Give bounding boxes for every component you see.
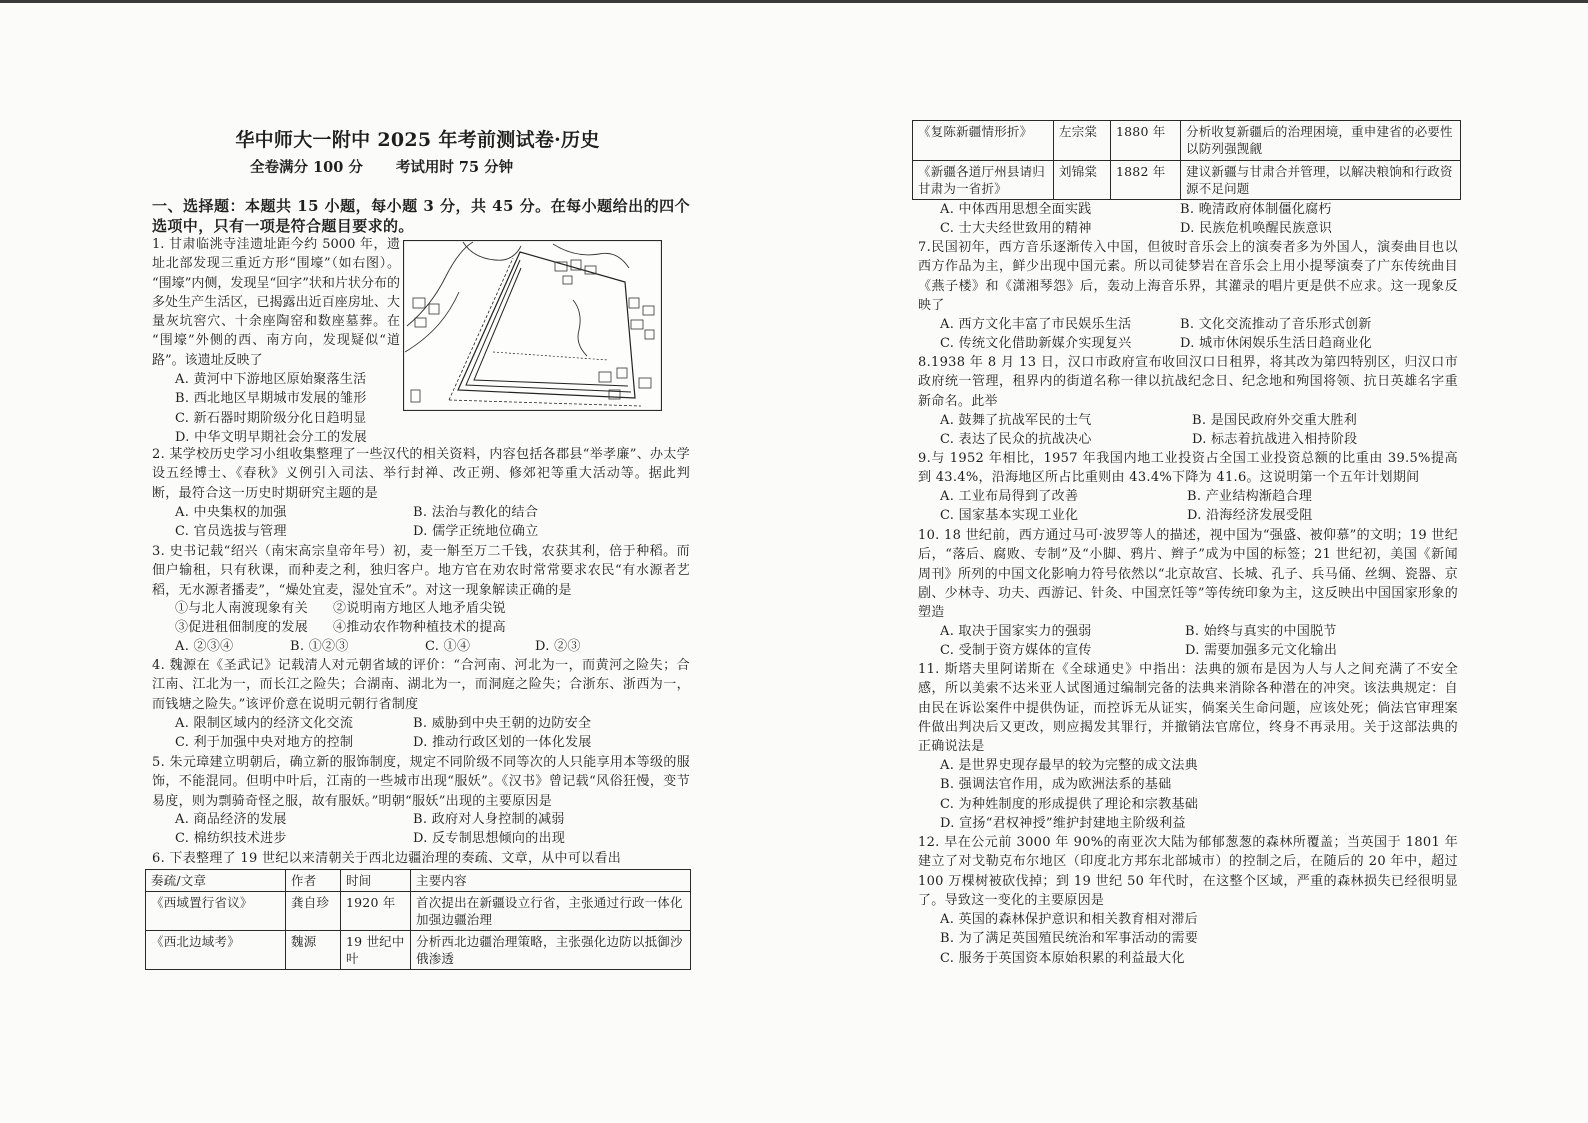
option-b: B. 晚清政府体制僵化腐朽	[1180, 202, 1332, 217]
question-5-options	[175, 810, 683, 849]
memorial-table-part-1	[145, 869, 691, 970]
question-3-stem: 3. 史书记载“绍兴（南宋高宗皇帝年号）初，麦一斛至万二千钱，农获其利，倍于种稻。而佃户输租，只有秋课，而种麦之利，独归客户。地方官在劝农时常常要求农民“有水源者艺稻，无水源者播麦”，“燥处宜麦，湿处宜禾”。对这一现象解读正确的是	[152, 544, 690, 598]
option-a: A. 中央集权的加强	[175, 505, 287, 520]
option-a: A. 英国的森林保护意识和相关教育相对滞后	[940, 912, 1198, 927]
question-1-stem: 1. 甘肃临洮寺洼遗址距今约 5000 年，遗址北部发现三重近方形“围壕”（如右图）。“围壕”内侧，发现呈“回字”状和片状分布的多处生产生活区，已揭露出近百座房址、大量灰坑窖穴、十余座陶窑和数座墓葬。在“围壕”外侧的西、南方向，发现疑似“道路”。该遗址反映了	[152, 237, 400, 368]
question-12-stem: 12. 早在公元前 3000 年 90%的南亚次大陆为郁郁葱葱的森林所覆盖；当英国于 1801 年建立了对戈勒克布尔地区（印度北方邦东北部城市）的控制之后，在随后的 20 年中，超过 100 万棵树被砍伐掉；到 19 世纪 50 年代时，在这整个区域，严重的森林损失已经很明显了。导致这一变化的主要原因是	[918, 835, 1458, 908]
question-4-options	[175, 714, 683, 753]
question-8-options	[940, 411, 1452, 450]
option-b: B. 文化交流推动了音乐形式创新	[1180, 317, 1372, 332]
cell-time: 1880 年	[1111, 121, 1181, 161]
cell-author: 左宗棠	[1054, 121, 1111, 161]
statement-1: ①与北人南渡现象有关	[175, 601, 309, 616]
option-a: A. 商品经济的发展	[175, 812, 287, 827]
cell-content: 首次提出在新疆设立行省，主张通过行政一体化加强边疆治理	[411, 892, 691, 931]
option-a: A. 工业布局得到了改善	[940, 489, 1079, 504]
cell-time: 1882 年	[1111, 161, 1181, 200]
option-b: B. 是国民政府外交重大胜利	[1192, 413, 1358, 428]
cell-content: 分析收复新疆后的治理困境，重申建省的必要性以防列强觊觎	[1181, 121, 1461, 161]
option-c: C. ①④	[425, 639, 471, 654]
question-2-stem: 2. 某学校历史学习小组收集整理了一些汉代的相关资料，内容包括各郡县“举孝廉”、办太学设五经博士、《春秋》义例引入司法、举行封禅、改正朔、修郊祀等重大活动等。据此判断，最符合这一历史时期研究主题的是	[152, 447, 690, 501]
cell-time: 1920 年	[341, 892, 411, 931]
option-c: C. 服务于英国资本原始积累的利益最大化	[940, 950, 1185, 966]
section-heading: 一、选择题：本题共 15 小题，每小题 3 分，共 45 分。在每小题给出的四个选项中，只有一项是符合题目要求的。	[152, 197, 690, 235]
statement-2: ②说明南方地区人地矛盾尖锐	[333, 601, 506, 616]
option-c: C. 新石器时期阶级分化日趋明显	[175, 410, 367, 426]
option-b: B. 产业结构渐趋合理	[1187, 489, 1313, 504]
option-c: C. 国家基本实现工业化	[940, 508, 1079, 524]
option-d: D. 城市休闲娱乐生活日趋商业化	[1180, 336, 1373, 352]
option-a: A. 限制区域内的经济文化交流	[175, 716, 354, 731]
cell-content: 分析西北边疆治理策略，主张强化边防以抵御沙俄渗透	[411, 931, 691, 970]
cell-title: 《复陈新疆情形折》	[913, 121, 1054, 161]
question-3-options	[175, 637, 635, 656]
question-5-stem: 5. 朱元璋建立明朝后，确立新的服饰制度，规定不同阶级不同等次的人只能享用本等级的服饰，不能混同。但明中叶后，江南的一些城市出现“服妖”。《汉书》曾记载“风俗狂慢，变节易度，则为剽骑奇怪之服，故有服妖。”明朝“服妖”出现的主要原因是	[152, 755, 690, 809]
header-author: 作者	[286, 870, 341, 892]
question-4-stem: 4. 魏源在《圣武记》记载清人对元朝省域的评价：“合河南、河北为一，而黄河之险失；合江南、江北为一，而长江之险失；合湖南、湖北为一，而洞庭之险失；合浙东、浙西为一，而钱塘之险失。”该评价意在说明元朝行省制度	[152, 658, 690, 712]
full-score: 全卷满分 100 分	[250, 159, 363, 176]
exam-title: 华中师大一附中 2025 年考前测试卷·历史	[235, 129, 600, 151]
question-9-stem: 9.与 1952 年相比，1957 年我国内地工业投资占全国工业投资总额的比重由 39.5%提高到 43.4%，沿海地区所占比重则由 43.4%下降为 41.6。这说明第一个五年计划期间	[918, 451, 1458, 486]
question-1-options	[175, 370, 367, 447]
option-b: B. 强调法官作用，成为欧洲法系的基础	[940, 777, 1172, 793]
table-row	[913, 161, 1461, 200]
question-11-options	[940, 756, 1198, 833]
header-title: 奏疏/文章	[146, 870, 286, 892]
question-8-stem: 8.1938 年 8 月 13 日，汉口市政府宣布收回汉口日租界，将其改为第四特别区，归汉口市政府统一管理，租界内的街道名称一律以抗战纪念日、纪念地和殉国将领、抗日英雄名字重新命名。此举	[918, 355, 1458, 409]
site-map-figure	[403, 240, 662, 411]
question-6-options	[940, 200, 1450, 239]
option-a: A. ②③④	[175, 639, 234, 654]
option-b: B. 政府对人身控制的减弱	[413, 812, 565, 827]
table-row	[146, 892, 691, 931]
option-a: A. 中体西用思想全面实践	[940, 202, 1092, 217]
option-d: D. 中华文明早期社会分工的发展	[175, 429, 368, 445]
option-d: D. 需要加强多元文化输出	[1185, 643, 1338, 659]
option-d: D. 沿海经济发展受阻	[1187, 508, 1313, 524]
option-d: D. 标志着抗战进入相持阶段	[1192, 432, 1358, 448]
option-b: B. 始终与真实的中国脱节	[1185, 624, 1337, 639]
cell-author: 刘锦棠	[1054, 161, 1111, 200]
question-10-options	[940, 622, 1445, 661]
time-limit: 考试用时 75 分钟	[395, 159, 514, 176]
scan-edge	[0, 0, 1588, 3]
option-b: B. 西北地区早期城市发展的雏形	[175, 391, 367, 407]
option-a: A. 黄河中下游地区原始聚落生活	[175, 372, 367, 387]
cell-author: 魏源	[286, 931, 341, 970]
option-a: A. 是世界史现存最早的较为完整的成文法典	[940, 758, 1198, 773]
option-c: C. 表达了民众的抗战决心	[940, 432, 1092, 448]
option-a: A. 取决于国家实力的强弱	[940, 624, 1092, 639]
option-d: D. 宣扬“君权神授”维护封建地主阶级利益	[940, 815, 1186, 831]
question-10-stem: 10. 18 世纪前，西方通过马可·波罗等人的描述，视中国为“强盛、被仰慕”的文明；19 世纪后，“落后、腐败、专制”及“小脚、鸦片、辫子”成为中国的标签；21 世纪初，美国《新闻周刊》所列的中国文化影响力符号依然以“北京故宫、长城、孔子、兵马俑、丝绸、瓷器、京剧、少林寺、功夫、西游记、针灸、中国烹饪等”等传统印象为主，这反映出中国国家形象的塑造	[918, 528, 1458, 621]
option-c: C. 官员选拔与管理	[175, 524, 287, 540]
option-d: D. 民族危机唤醒民族意识	[1180, 221, 1333, 237]
option-d: D. 推动行政区划的一体化发展	[413, 735, 592, 751]
question-7-options	[940, 315, 1450, 354]
cell-title: 《新疆各道厅州县请归甘肃为一省折》	[913, 161, 1054, 200]
cell-time: 19 世纪中叶	[341, 931, 411, 970]
table-row	[913, 121, 1461, 161]
statement-4: ④推动农作物种植技术的提高	[333, 620, 506, 636]
option-c: C. 利于加强中央对地方的控制	[175, 735, 354, 751]
exam-subtitle	[250, 157, 513, 179]
memorial-table-part-2	[912, 120, 1461, 200]
question-9-options	[940, 487, 1447, 526]
option-c: C. 受制于资方媒体的宣传	[940, 643, 1092, 659]
header-time: 时间	[341, 870, 411, 892]
option-c: C. 传统文化借助新媒介实现复兴	[940, 336, 1132, 352]
option-c: C. 士大夫经世致用的精神	[940, 221, 1092, 237]
statement-3: ③促进租佃制度的发展	[175, 620, 309, 636]
question-3-statements	[175, 599, 633, 638]
question-12-options	[940, 910, 1198, 968]
question-7-stem: 7.民国初年，西方音乐逐渐传入中国，但彼时音乐会上的演奏者多为外国人，演奏曲目也以西方作品为主，鲜少出现中国元素。所以司徒梦岩在音乐会上用小提琴演奏了广东传统曲目《燕子楼》和《潇湘琴怨》后，轰动上海音乐界，其灌录的唱片更是供不应求。这一现象反映了	[918, 240, 1458, 313]
option-d: D. 反专制思想倾向的出现	[413, 831, 566, 847]
option-d: D. ②③	[535, 639, 581, 654]
table-row	[146, 931, 691, 970]
option-a: A. 鼓舞了抗战军民的士气	[940, 413, 1092, 428]
option-b: B. 法治与教化的结合	[413, 505, 539, 520]
question-6-stem: 6. 下表整理了 19 世纪以来清朝关于西北边疆治理的奏疏、文章，从中可以看出	[152, 851, 622, 866]
option-b: B. 为了满足英国殖民统治和军事活动的需要	[940, 931, 1199, 947]
question-2-options	[175, 503, 683, 542]
cell-title: 《西域置行省议》	[146, 892, 286, 931]
cell-author: 龚自珍	[286, 892, 341, 931]
option-b: B. 威胁到中央王朝的边防安全	[413, 716, 592, 731]
option-c: C. 为种姓制度的形成提供了理论和宗教基础	[940, 796, 1199, 812]
option-b: B. ①②③	[290, 639, 349, 654]
option-a: A. 西方文化丰富了市民娱乐生活	[940, 317, 1132, 332]
question-11-stem: 11. 斯塔夫里阿诺斯在《全球通史》中指出：法典的颁布是因为人与人之间充满了不安全感，所以美索不达米亚人试图通过编制完备的法典来消除各种潜在的冲突。该法典规定：自由民在诉讼案件中提供伪证，而控诉无从证实，倘案关生命问题，应该处死；倘法官审理案件做出判决后又更改，则应揭发其罪行，并撤销法官席位，终身不再录用。关于这部法典的正确说法是	[918, 662, 1458, 755]
cell-content: 建议新疆与甘肃合并管理，以解决粮饷和行政资源不足问题	[1181, 161, 1461, 200]
cell-title: 《西北边域考》	[146, 931, 286, 970]
table-header-row	[146, 870, 691, 892]
option-c: C. 棉纺织技术进步	[175, 831, 287, 847]
figure-frame	[404, 241, 662, 411]
option-d: D. 儒学正统地位确立	[413, 524, 539, 540]
header-content: 主要内容	[411, 870, 691, 892]
